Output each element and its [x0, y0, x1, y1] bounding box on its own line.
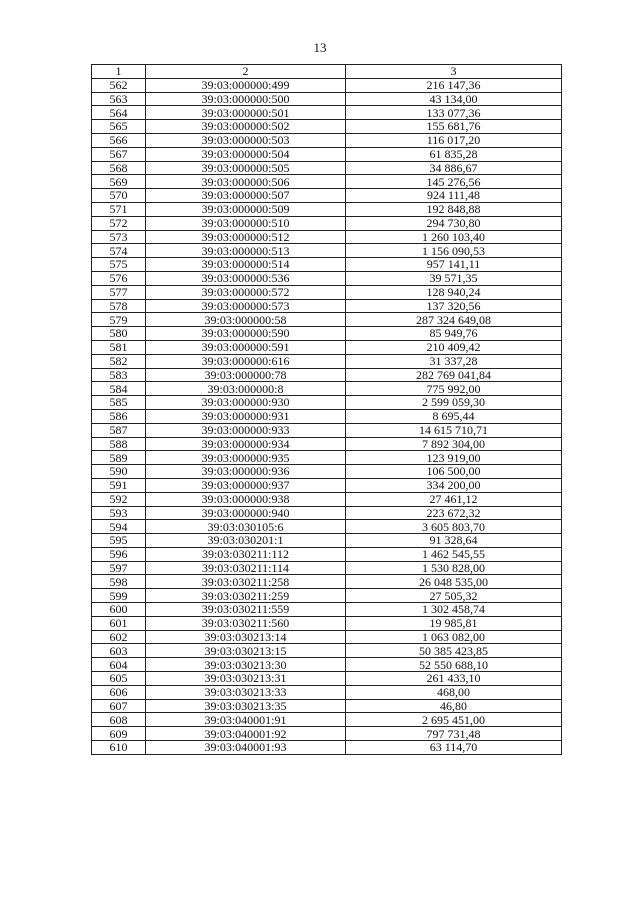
row-number-cell: 585 — [92, 396, 146, 410]
row-number-cell: 591 — [92, 478, 146, 492]
row-number-cell: 595 — [92, 534, 146, 548]
row-number-cell: 604 — [92, 658, 146, 672]
table-row — [92, 285, 562, 299]
row-number-cell: 567 — [92, 147, 146, 161]
row-number-cell: 609 — [92, 727, 146, 741]
row-number-cell: 610 — [92, 741, 146, 755]
value-cell: 27 461,12 — [346, 492, 562, 506]
value-cell: 85 949,76 — [346, 327, 562, 341]
table-row — [92, 478, 562, 492]
value-cell: 34 886,67 — [346, 161, 562, 175]
table-row — [92, 202, 562, 216]
cadastral-number-cell: 39:03:000000:503 — [146, 133, 346, 147]
value-cell: 63 114,70 — [346, 741, 562, 755]
table-row — [92, 382, 562, 396]
cadastral-number-cell: 39:03:000000:504 — [146, 147, 346, 161]
cadastral-number-cell: 39:03:000000:512 — [146, 230, 346, 244]
value-cell: 46,80 — [346, 699, 562, 713]
cadastral-number-cell: 39:03:040001:92 — [146, 727, 346, 741]
cadastral-number-cell: 39:03:030211:112 — [146, 547, 346, 561]
value-cell: 1 260 103,40 — [346, 230, 562, 244]
table-row — [92, 313, 562, 327]
value-cell: 294 730,80 — [346, 216, 562, 230]
value-cell: 1 462 545,55 — [346, 547, 562, 561]
value-cell: 2 695 451,00 — [346, 713, 562, 727]
cadastral-number-cell: 39:03:000000:514 — [146, 258, 346, 272]
row-number-cell: 569 — [92, 175, 146, 189]
value-cell: 282 769 041,84 — [346, 368, 562, 382]
value-cell: 957 141,11 — [346, 258, 562, 272]
cadastral-number-cell: 39:03:030213:14 — [146, 630, 346, 644]
table-row — [92, 603, 562, 617]
row-number-cell: 562 — [92, 78, 146, 92]
row-number-cell: 608 — [92, 713, 146, 727]
cadastral-number-cell: 39:03:000000:930 — [146, 396, 346, 410]
table-row — [92, 727, 562, 741]
cadastral-number-cell: 39:03:000000:572 — [146, 285, 346, 299]
value-cell: 116 017,20 — [346, 133, 562, 147]
table-row — [92, 713, 562, 727]
value-cell: 334 200,00 — [346, 478, 562, 492]
cadastral-number-cell: 39:03:000000:931 — [146, 409, 346, 423]
cadastral-number-cell: 39:03:000000:501 — [146, 106, 346, 120]
cadastral-number-cell: 39:03:030211:559 — [146, 603, 346, 617]
row-number-cell: 593 — [92, 506, 146, 520]
table-row — [92, 258, 562, 272]
value-cell: 133 077,36 — [346, 106, 562, 120]
cadastral-number-cell: 39:03:030211:114 — [146, 561, 346, 575]
table-row — [92, 244, 562, 258]
table-row — [92, 437, 562, 451]
value-cell: 43 134,00 — [346, 92, 562, 106]
page-number: 13 — [313, 40, 327, 55]
row-number-cell: 587 — [92, 423, 146, 437]
value-cell: 1 156 090,53 — [346, 244, 562, 258]
value-cell: 155 681,76 — [346, 120, 562, 134]
row-number-cell: 578 — [92, 299, 146, 313]
value-cell: 39 571,35 — [346, 271, 562, 285]
table-row — [92, 230, 562, 244]
row-number-cell: 566 — [92, 133, 146, 147]
table-row — [92, 685, 562, 699]
cadastral-number-cell: 39:03:030211:258 — [146, 575, 346, 589]
cadastral-number-cell: 39:03:030213:33 — [146, 685, 346, 699]
table-row — [92, 271, 562, 285]
table-row — [92, 699, 562, 713]
table-row — [92, 147, 562, 161]
row-number-cell: 576 — [92, 271, 146, 285]
value-cell: 19 985,81 — [346, 616, 562, 630]
table-row — [92, 161, 562, 175]
row-number-cell: 581 — [92, 340, 146, 354]
table-row — [92, 465, 562, 479]
table-row — [92, 409, 562, 423]
value-cell: 123 919,00 — [346, 451, 562, 465]
row-number-cell: 564 — [92, 106, 146, 120]
row-number-cell: 596 — [92, 547, 146, 561]
column-header: 1 — [92, 65, 146, 79]
cadastral-number-cell: 39:03:000000:934 — [146, 437, 346, 451]
cadastral-number-cell: 39:03:000000:500 — [146, 92, 346, 106]
row-number-cell: 600 — [92, 603, 146, 617]
row-number-cell: 570 — [92, 189, 146, 203]
value-cell: 924 111,48 — [346, 189, 562, 203]
value-cell: 261 433,10 — [346, 672, 562, 686]
table-row — [92, 630, 562, 644]
table-row — [92, 189, 562, 203]
value-cell: 61 835,28 — [346, 147, 562, 161]
row-number-cell: 607 — [92, 699, 146, 713]
cadastral-number-cell: 39:03:000000:938 — [146, 492, 346, 506]
row-number-cell: 580 — [92, 327, 146, 341]
row-number-cell: 563 — [92, 92, 146, 106]
table-row — [92, 216, 562, 230]
table-row — [92, 520, 562, 534]
cadastral-value-table — [91, 64, 562, 755]
table-row — [92, 92, 562, 106]
value-cell: 1 302 458,74 — [346, 603, 562, 617]
row-number-cell: 606 — [92, 685, 146, 699]
value-cell: 52 550 688,10 — [346, 658, 562, 672]
value-cell: 192 848,88 — [346, 202, 562, 216]
cadastral-number-cell: 39:03:030201:1 — [146, 534, 346, 548]
value-cell: 797 731,48 — [346, 727, 562, 741]
table-row — [92, 396, 562, 410]
table-row — [92, 589, 562, 603]
table-header-row — [92, 65, 562, 79]
value-cell: 91 328,64 — [346, 534, 562, 548]
row-number-cell: 603 — [92, 644, 146, 658]
row-number-cell: 589 — [92, 451, 146, 465]
table-row — [92, 423, 562, 437]
cadastral-number-cell: 39:03:000000:507 — [146, 189, 346, 203]
value-cell: 145 276,56 — [346, 175, 562, 189]
cadastral-number-cell: 39:03:000000:937 — [146, 478, 346, 492]
row-number-cell: 571 — [92, 202, 146, 216]
table-row — [92, 575, 562, 589]
table-row — [92, 534, 562, 548]
cadastral-number-cell: 39:03:000000:78 — [146, 368, 346, 382]
table-row — [92, 741, 562, 755]
value-cell: 27 505,32 — [346, 589, 562, 603]
cadastral-number-cell: 39:03:000000:935 — [146, 451, 346, 465]
table-row — [92, 133, 562, 147]
cadastral-number-cell: 39:03:000000:940 — [146, 506, 346, 520]
table-row — [92, 616, 562, 630]
table-row — [92, 644, 562, 658]
table-row — [92, 506, 562, 520]
cadastral-number-cell: 39:03:030213:15 — [146, 644, 346, 658]
cadastral-number-cell: 39:03:000000:590 — [146, 327, 346, 341]
table-row — [92, 327, 562, 341]
value-cell: 137 320,56 — [346, 299, 562, 313]
row-number-cell: 590 — [92, 465, 146, 479]
row-number-cell: 597 — [92, 561, 146, 575]
table-row — [92, 354, 562, 368]
value-cell: 106 500,00 — [346, 465, 562, 479]
table-body — [92, 78, 562, 754]
table-row — [92, 175, 562, 189]
value-cell: 128 940,24 — [346, 285, 562, 299]
value-cell: 8 695,44 — [346, 409, 562, 423]
value-cell: 223 672,32 — [346, 506, 562, 520]
row-number-cell: 594 — [92, 520, 146, 534]
cadastral-number-cell: 39:03:000000:58 — [146, 313, 346, 327]
table-row — [92, 451, 562, 465]
table-row — [92, 340, 562, 354]
row-number-cell: 565 — [92, 120, 146, 134]
row-number-cell: 592 — [92, 492, 146, 506]
table-row — [92, 368, 562, 382]
row-number-cell: 586 — [92, 409, 146, 423]
table-row — [92, 299, 562, 313]
cadastral-number-cell: 39:03:000000:510 — [146, 216, 346, 230]
value-cell: 1 063 082,00 — [346, 630, 562, 644]
table-row — [92, 672, 562, 686]
table-row — [92, 547, 562, 561]
row-number-cell: 577 — [92, 285, 146, 299]
cadastral-number-cell: 39:03:000000:936 — [146, 465, 346, 479]
cadastral-number-cell: 39:03:000000:506 — [146, 175, 346, 189]
row-number-cell: 599 — [92, 589, 146, 603]
value-cell: 2 599 059,30 — [346, 396, 562, 410]
cadastral-number-cell: 39:03:030213:30 — [146, 658, 346, 672]
table-row — [92, 561, 562, 575]
cadastral-number-cell: 39:03:000000:505 — [146, 161, 346, 175]
cadastral-number-cell: 39:03:000000:8 — [146, 382, 346, 396]
value-cell: 14 615 710,71 — [346, 423, 562, 437]
table-row — [92, 120, 562, 134]
cadastral-number-cell: 39:03:030213:35 — [146, 699, 346, 713]
cadastral-number-cell: 39:03:000000:591 — [146, 340, 346, 354]
row-number-cell: 584 — [92, 382, 146, 396]
row-number-cell: 601 — [92, 616, 146, 630]
row-number-cell: 583 — [92, 368, 146, 382]
row-number-cell: 605 — [92, 672, 146, 686]
row-number-cell: 575 — [92, 258, 146, 272]
cadastral-number-cell: 39:03:040001:93 — [146, 741, 346, 755]
row-number-cell: 602 — [92, 630, 146, 644]
value-cell: 775 992,00 — [346, 382, 562, 396]
value-cell: 50 385 423,85 — [346, 644, 562, 658]
value-cell: 7 892 304,00 — [346, 437, 562, 451]
cadastral-number-cell: 39:03:000000:509 — [146, 202, 346, 216]
value-cell: 26 048 535,00 — [346, 575, 562, 589]
row-number-cell: 573 — [92, 230, 146, 244]
table-row — [92, 78, 562, 92]
value-cell: 287 324 649,08 — [346, 313, 562, 327]
cadastral-number-cell: 39:03:000000:513 — [146, 244, 346, 258]
cadastral-number-cell: 39:03:000000:933 — [146, 423, 346, 437]
row-number-cell: 588 — [92, 437, 146, 451]
column-header: 2 — [146, 65, 346, 79]
cadastral-number-cell: 39:03:030105:6 — [146, 520, 346, 534]
value-cell: 3 605 803,70 — [346, 520, 562, 534]
cadastral-number-cell: 39:03:000000:536 — [146, 271, 346, 285]
cadastral-number-cell: 39:03:000000:502 — [146, 120, 346, 134]
value-cell: 1 530 828,00 — [346, 561, 562, 575]
cadastral-number-cell: 39:03:000000:499 — [146, 78, 346, 92]
value-cell: 216 147,36 — [346, 78, 562, 92]
row-number-cell: 574 — [92, 244, 146, 258]
cadastral-number-cell: 39:03:000000:616 — [146, 354, 346, 368]
value-cell: 468,00 — [346, 685, 562, 699]
cadastral-number-cell: 39:03:040001:91 — [146, 713, 346, 727]
value-cell: 31 337,28 — [346, 354, 562, 368]
row-number-cell: 582 — [92, 354, 146, 368]
column-header: 3 — [346, 65, 562, 79]
cadastral-number-cell: 39:03:030211:259 — [146, 589, 346, 603]
table-row — [92, 106, 562, 120]
row-number-cell: 572 — [92, 216, 146, 230]
cadastral-number-cell: 39:03:030211:560 — [146, 616, 346, 630]
row-number-cell: 579 — [92, 313, 146, 327]
value-cell: 210 409,42 — [346, 340, 562, 354]
cadastral-number-cell: 39:03:030213:31 — [146, 672, 346, 686]
row-number-cell: 568 — [92, 161, 146, 175]
cadastral-number-cell: 39:03:000000:573 — [146, 299, 346, 313]
table-row — [92, 492, 562, 506]
table-row — [92, 658, 562, 672]
row-number-cell: 598 — [92, 575, 146, 589]
